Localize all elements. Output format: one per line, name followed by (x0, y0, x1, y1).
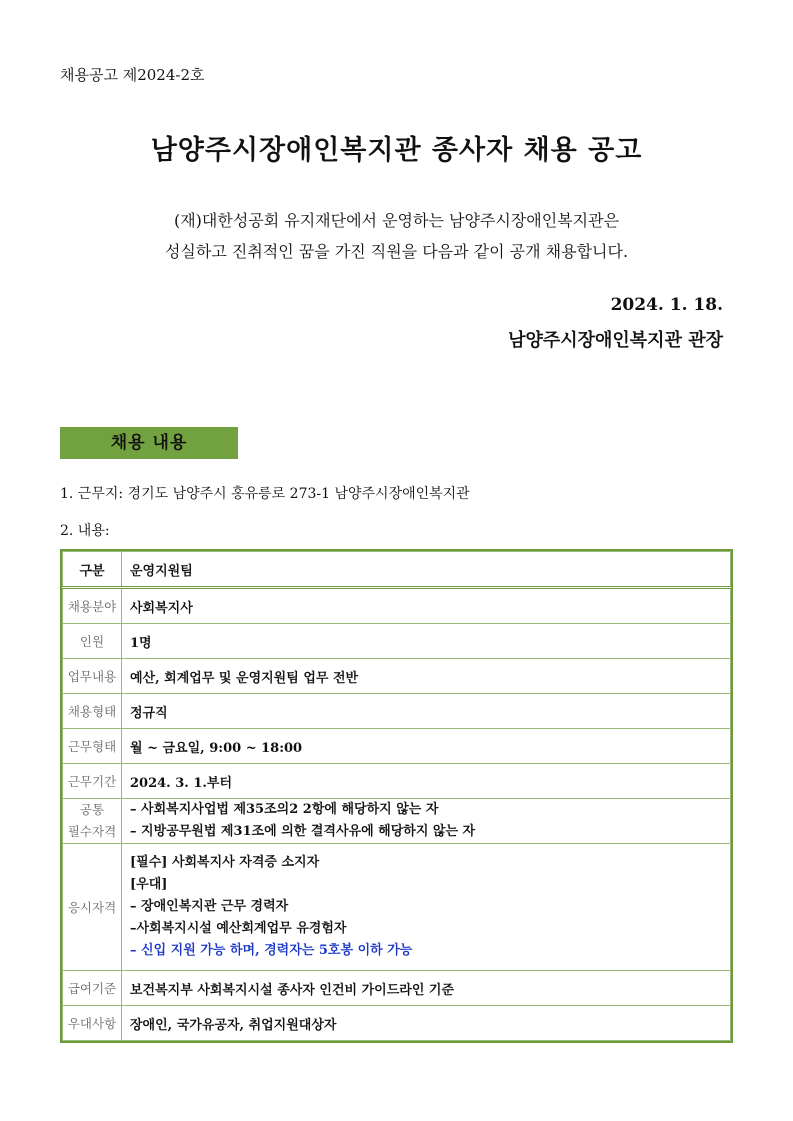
header-label: 구분 (63, 552, 122, 588)
table-row (63, 1006, 731, 1041)
row-value: 보건복지부 사회복지시설 종사자 인건비 가이드라인 기준 (122, 971, 731, 1006)
row-value: 정규직 (122, 694, 731, 729)
header-value: 운영지원팀 (122, 552, 731, 588)
intro-line-2: 성실하고 진취적인 꿈을 가진 직원을 다음과 같이 공개 채용합니다. (164, 242, 629, 261)
row-value: 장애인, 국가유공자, 취업지원대상자 (122, 1006, 731, 1041)
value-line: – 장애인복지관 근무 경력자 (130, 899, 289, 914)
section-title: 채용 내용 (60, 427, 238, 459)
signer: 남양주시장애인복지관 관장 (508, 330, 723, 351)
table-row (63, 764, 731, 799)
row-value (122, 799, 731, 844)
eligibility-note: – 신입 지원 가능 하며, 경력자는 5호봉 이하 가능 (130, 943, 413, 958)
recruitment-table (60, 549, 733, 1043)
value-line: –사회복지시설 예산회계업무 유경험자 (130, 921, 347, 936)
row-label: 응시자격 (63, 844, 122, 971)
table-header-row (63, 552, 731, 588)
row-value: 예산, 회계업무 및 운영지원팀 업무 전반 (122, 659, 731, 694)
row-label: 급여기준 (63, 971, 122, 1006)
page-title: 남양주시장애인복지관 종사자 채용 공고 (150, 135, 643, 166)
row-value: 사회복지사 (122, 588, 731, 624)
notice-date: 2024. 1. 18. (610, 295, 723, 315)
row-label: 우대사항 (63, 1006, 122, 1041)
row-label: 근무기간 (63, 764, 122, 799)
value-line: [필수] 사회복지사 자격증 소지자 (130, 855, 320, 870)
table-row (63, 694, 731, 729)
table-row (63, 729, 731, 764)
row-value: 1명 (122, 624, 731, 659)
row-value: 월 ~ 금요일, 9:00 ~ 18:00 (122, 729, 731, 764)
table-row (63, 844, 731, 971)
content-label: 2. 내용: (60, 523, 110, 539)
value-line: [우대] (130, 877, 168, 892)
intro-text (0, 205, 793, 267)
table-row (63, 588, 731, 624)
row-label-line: 공통 (79, 802, 105, 817)
row-label (63, 799, 122, 844)
table-row (63, 659, 731, 694)
row-label: 인원 (63, 624, 122, 659)
value-line: – 지방공무원법 제31조에 의한 결격사유에 해당하지 않는 자 (130, 824, 476, 839)
value-line: – 사회복지사업법 제35조의2 2항에 해당하지 않는 자 (130, 802, 439, 817)
workplace-line: 1. 근무지: 경기도 남양주시 홍유릉로 273-1 남양주시장애인복지관 (60, 486, 470, 502)
table-row (63, 971, 731, 1006)
row-label: 업무내용 (63, 659, 122, 694)
row-label-line: 필수자격 (67, 824, 117, 839)
notice-number: 채용공고 제2024-2호 (60, 66, 205, 84)
row-value (122, 844, 731, 971)
row-label: 근무형태 (63, 729, 122, 764)
table-row (63, 799, 731, 844)
intro-line-1: (재)대한성공회 유지재단에서 운영하는 남양주시장애인복지관은 (173, 211, 620, 230)
table-row (63, 624, 731, 659)
row-label: 채용분야 (63, 588, 122, 624)
row-value: 2024. 3. 1.부터 (122, 764, 731, 799)
row-label: 채용형태 (63, 694, 122, 729)
